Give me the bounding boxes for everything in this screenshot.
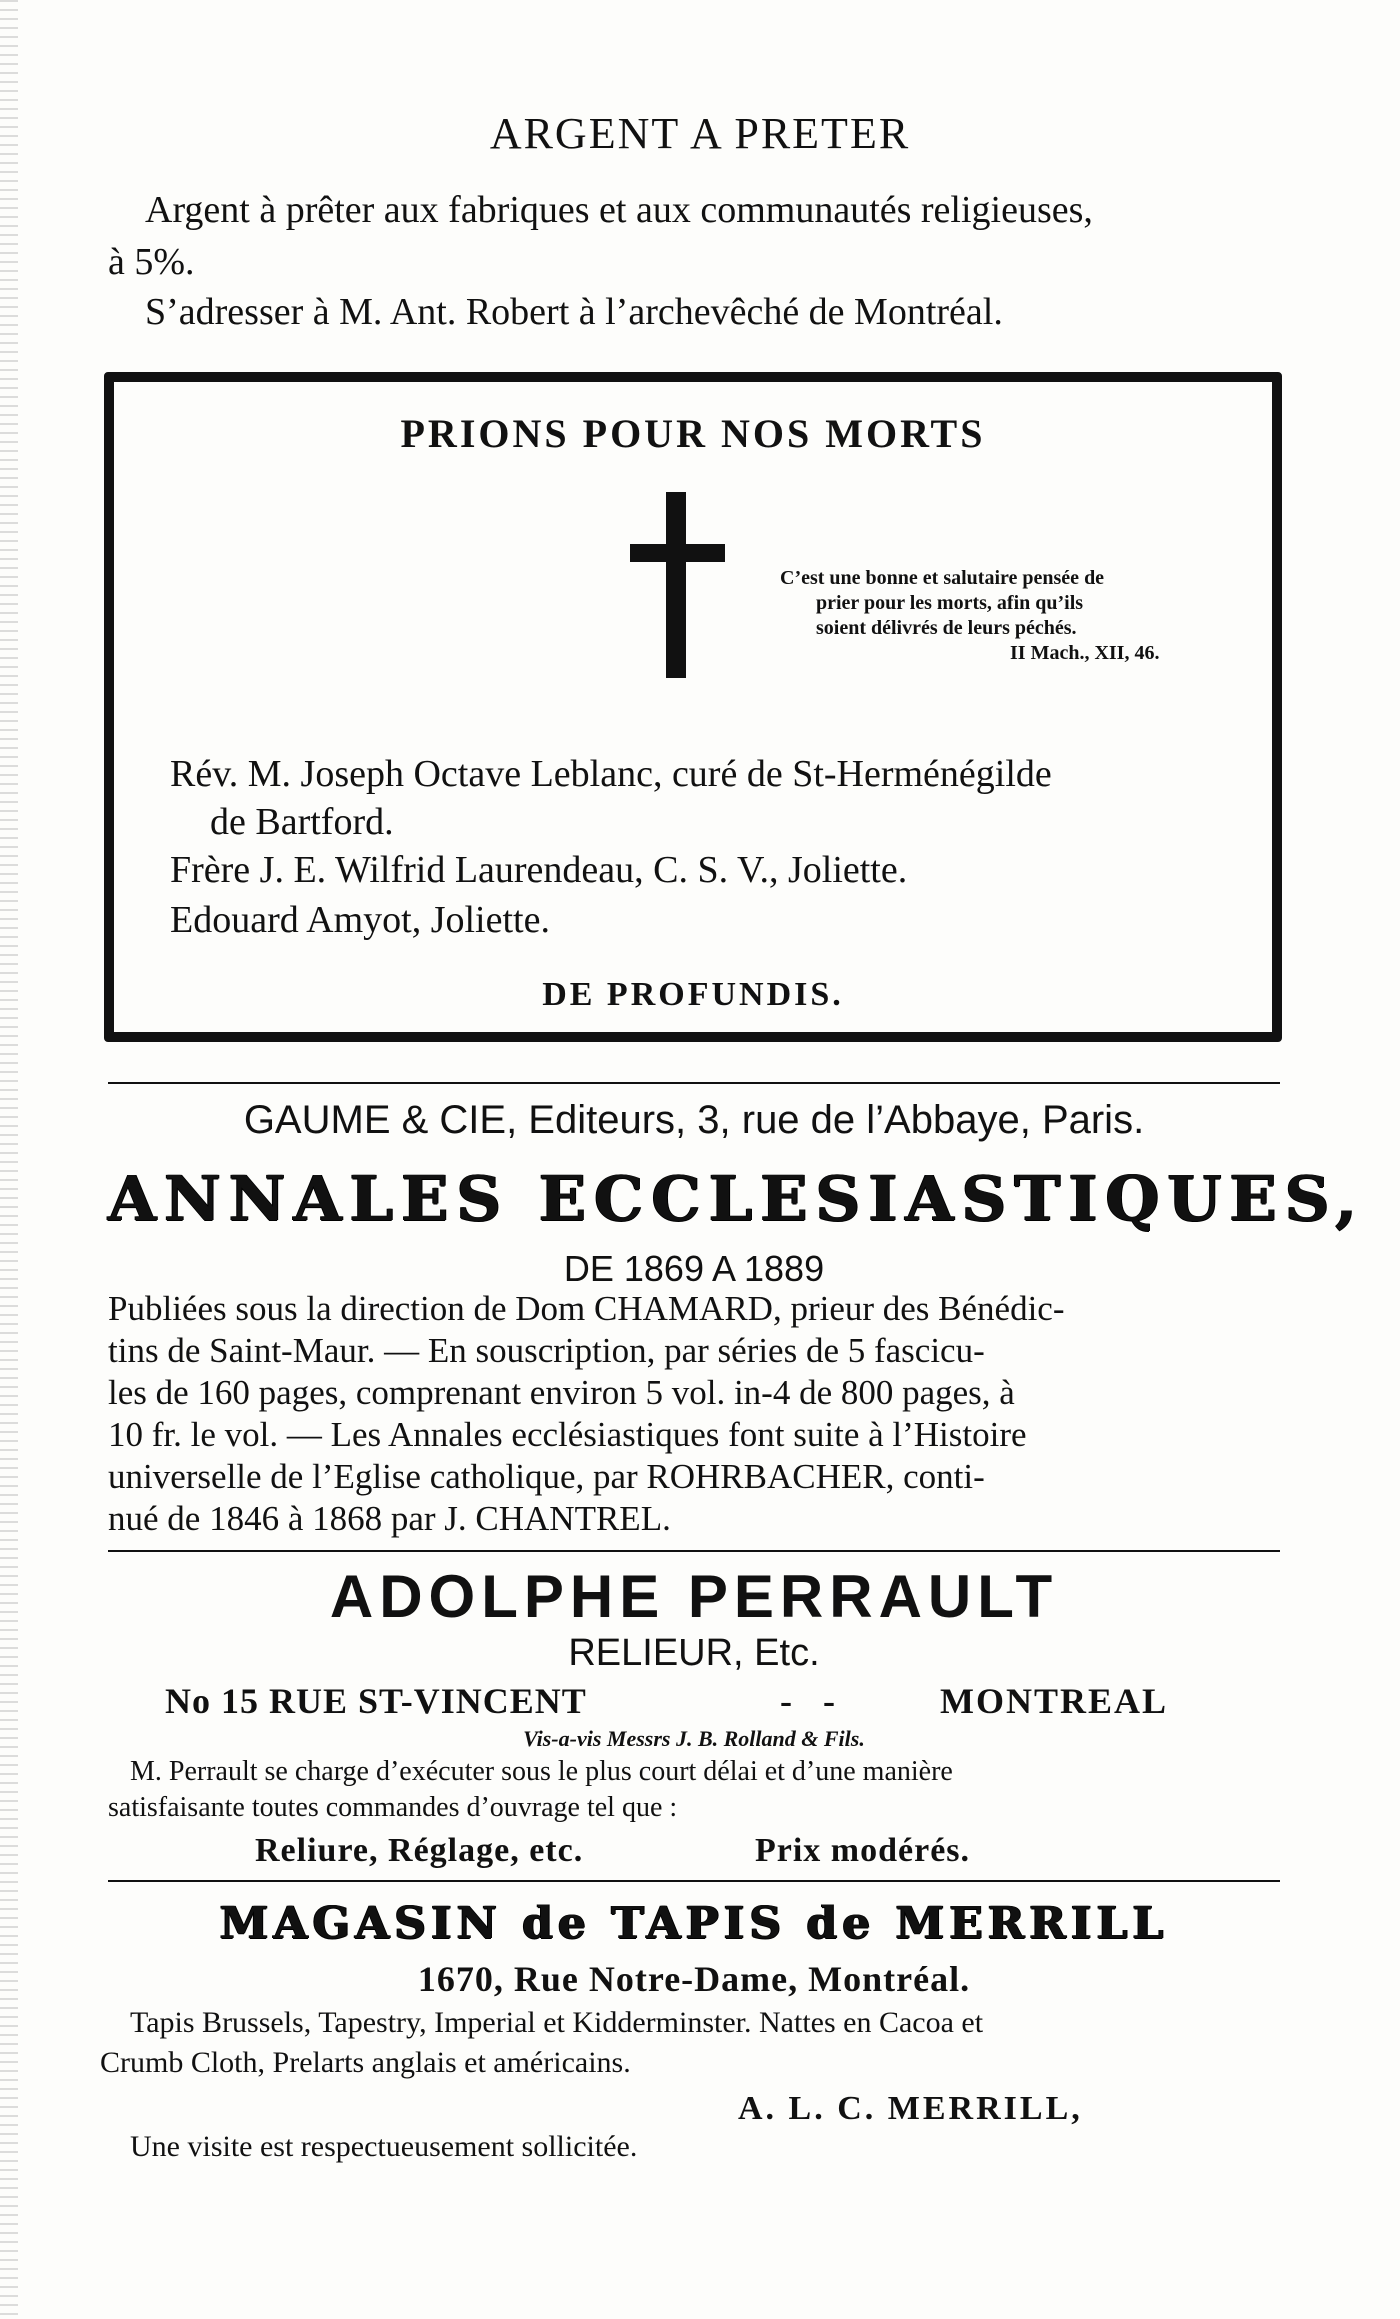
gaume-years: DE 1869 A 1889	[563, 1248, 825, 1289]
merrill-line-2: Crumb Cloth, Prelarts anglais et américains.	[100, 2046, 631, 2079]
gaume-line-3: les de 160 pages, comprenant environ 5 vol. in-4 de 800 pages, à	[108, 1373, 1015, 1412]
divider-rule	[108, 1880, 1280, 1882]
argent-title: ARGENT A PRETER	[489, 109, 911, 158]
cross-icon	[630, 492, 725, 678]
quote-line-2: prier pour les morts, afin qu’ils	[816, 592, 1084, 614]
gaume-line-4: 10 fr. le vol. — Les Annales ecclésiastiques font suite à l’Histoire	[108, 1415, 1027, 1454]
divider-rule	[108, 1082, 1280, 1084]
quote-reference: II Mach., XII, 46.	[1010, 642, 1160, 664]
merrill-line-3: Une visite est respectueusement sollicitée.	[130, 2130, 638, 2163]
perrault-city: MONTREAL	[940, 1681, 1169, 1721]
merrill-line-1: Tapis Brussels, Tapestry, Imperial et Kidderminster. Nattes en Cacoa et	[130, 2006, 984, 2039]
merrill-title: MAGASIN de TAPIS de MERRILL	[219, 1898, 1169, 1949]
gaume-line-6: nué de 1846 à 1868 par J. CHANTREL.	[108, 1499, 671, 1538]
gaume-line-1: Publiées sous la direction de Dom CHAMARD, prieur des Bénédic-	[108, 1289, 1065, 1328]
perrault-address: No 15 RUE ST-VINCENT	[165, 1681, 587, 1721]
obituary-entry-3: Edouard Amyot, Joliette.	[170, 899, 550, 941]
gaume-publisher: GAUME & CIE, Editeurs, 3, rue de l’Abbaye, Paris.	[243, 1098, 1145, 1142]
obituary-entry-1-line-2: de Bartford.	[210, 801, 394, 843]
gaume-line-2: tins de Saint-Maur. — En souscription, par séries de 5 fascicu-	[108, 1331, 985, 1370]
obituary-entry-1-line-1: Rév. M. Joseph Octave Leblanc, curé de St-Herménégilde	[170, 753, 1052, 795]
perrault-line-1: M. Perrault se charge d’exécuter sous le plus court délai et d’une manière	[130, 1756, 953, 1787]
argent-line-1: Argent à prêter aux fabriques et aux communautés religieuses,	[145, 189, 1093, 231]
obituary-entry-2: Frère J. E. Wilfrid Laurendeau, C. S. V., Joliette.	[170, 849, 908, 891]
scripture-quote	[780, 566, 1270, 666]
argent-line-3: S’adresser à M. Ant. Robert à l’archevêché de Montréal.	[145, 291, 1003, 333]
perrault-opposite: Vis-a-vis Messrs J. B. Rolland & Fils.	[523, 1726, 865, 1751]
perrault-separator: - -	[780, 1681, 836, 1721]
quote-line-1: C’est une bonne et salutaire pensée de	[780, 567, 1105, 589]
gaume-body	[108, 1288, 1283, 1540]
perrault-line-2: satisfaisante toutes commandes d’ouvrage tel que :	[108, 1792, 678, 1823]
perrault-name: ADOLPHE PERRAULT	[329, 1563, 1059, 1630]
divider-rule	[108, 1550, 1280, 1552]
perrault-trade: RELIEUR, Etc.	[568, 1632, 820, 1674]
gaume-line-5: universelle de l’Eglise catholique, par ROHRBACHER, conti-	[108, 1457, 985, 1496]
gaume-title: ANNALES ECCLESIASTIQUES,	[108, 1162, 1365, 1235]
obituary-closing: DE PROFUNDIS.	[542, 976, 844, 1013]
page-edge-speckle	[0, 0, 18, 2319]
merrill-signature: A. L. C. MERRILL,	[738, 2090, 1083, 2127]
argent-line-2: à 5%.	[108, 241, 195, 283]
obituary-title: PRIONS POUR NOS MORTS	[400, 411, 986, 456]
quote-line-3: soient délivrés de leurs péchés.	[816, 617, 1077, 639]
merrill-address: 1670, Rue Notre-Dame, Montréal.	[417, 1959, 971, 1999]
perrault-prices: Prix modérés.	[755, 1832, 971, 1869]
perrault-services: Reliure, Réglage, etc.	[255, 1832, 584, 1869]
